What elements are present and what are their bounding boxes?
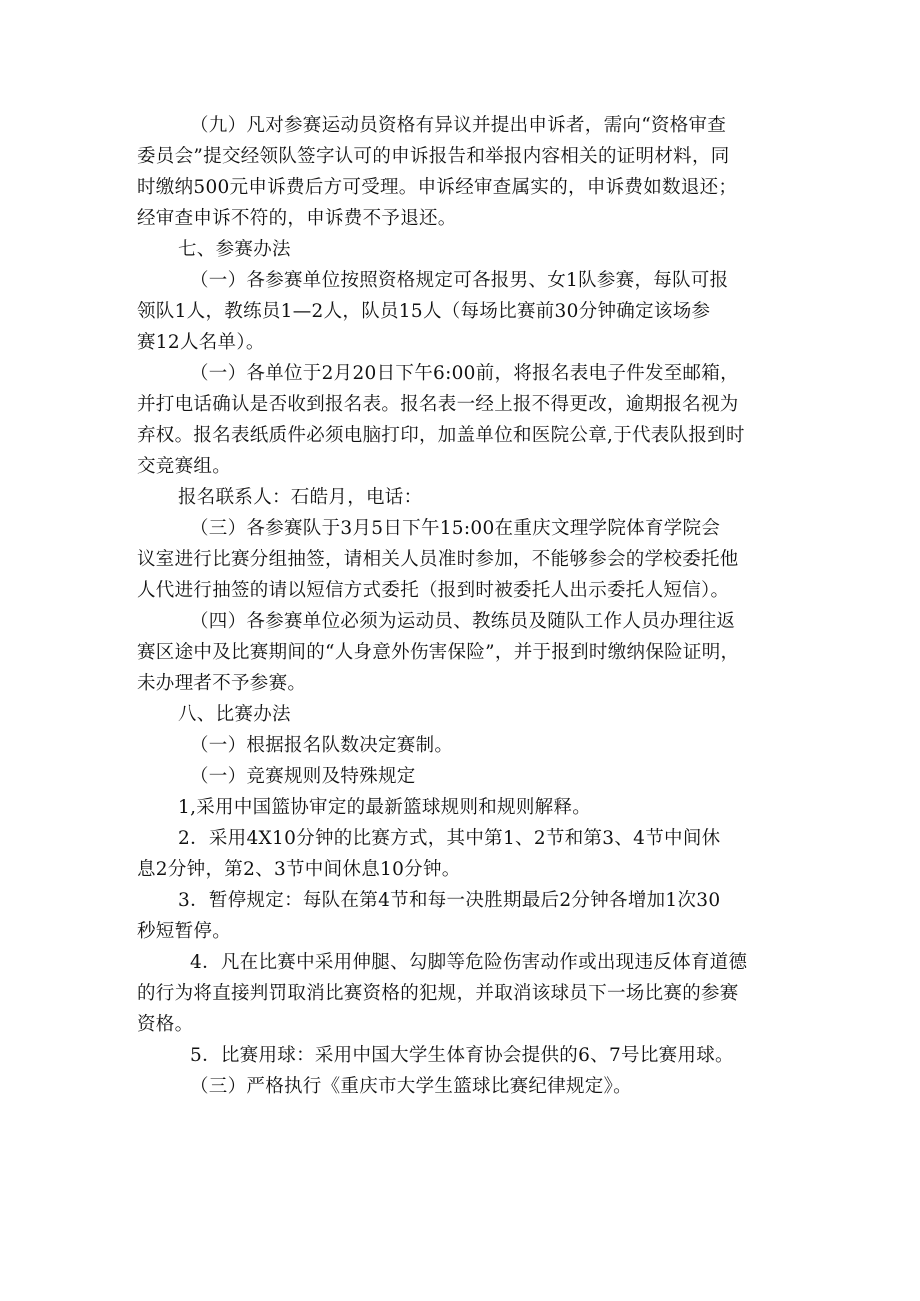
- text-line: （一）各参赛单位按照资格规定可各报男、女1队参赛，每队可报: [190, 270, 729, 291]
- text-line: 并打电话确认是否收到报名表。报名表一经上报不得更改，逾期报名视为: [137, 394, 739, 415]
- text-line: （九）凡对参赛运动员资格有异议并提出申诉者，需向“资格审查: [190, 115, 727, 136]
- text-line: （一）根据报名队数决定赛制。: [190, 735, 454, 756]
- text-line: 1,采用中国篮协审定的最新篮球规则和规则解释。: [178, 797, 592, 818]
- text-line: 委员会”提交经领队签字认可的申诉报告和举报内容相关的证明材料，同: [137, 146, 730, 167]
- text-line: 赛12人名单）。: [137, 332, 265, 353]
- text-line: 资格。: [137, 1014, 194, 1035]
- text-line: 议室进行比赛分组抽签，请相关人员准时参加，不能够参会的学校委托他: [137, 549, 739, 570]
- section-heading: 七、参赛办法: [178, 239, 291, 260]
- text-line: 2．采用4X10分钟的比赛方式，其中第1、2节和第3、4节中间休: [178, 828, 721, 849]
- text-line: 4．凡在比赛中采用伸腿、勾脚等危险伤害动作或出现违反体育道德: [190, 952, 748, 973]
- text-line: 时缴纳500元申诉费后方可受理。申诉经审查属实的，申诉费如数退还；: [137, 177, 738, 198]
- text-line: 秒短暂停。: [137, 921, 232, 942]
- text-line: 的行为将直接判罚取消比赛资格的犯规，并取消该球员下一场比赛的参赛: [137, 983, 739, 1004]
- text-line: 赛区途中及比赛期间的“人身意外伤害保险”，并于报到时缴纳保险证明，: [137, 642, 740, 663]
- text-line: （一）竞赛规则及特殊规定: [190, 766, 416, 787]
- text-line: 人代进行抽签的请以短信方式委托（报到时被委托人出示委托人短信）。: [137, 580, 730, 601]
- contact-line: 报名联系人：石皓月，电话：: [178, 487, 423, 508]
- text-line: （四）各参赛单位必须为运动员、教练员及随队工作人员办理往返: [190, 611, 736, 632]
- text-line: （一）各单位于2月20日下午6:00前，将报名表电子件发至邮箱，: [190, 363, 739, 384]
- text-line: 息2分钟，第2、3节中间休息10分钟。: [137, 859, 461, 880]
- text-line: 交竞赛组。: [137, 456, 232, 477]
- text-line: 弃权。报名表纸质件必须电脑打印，加盖单位和医院公章,于代表队报到时: [137, 425, 745, 446]
- text-line: 领队1人，教练员1—2人，队员15人（每场比赛前30分钟确定该场参: [137, 301, 711, 322]
- text-line: 未办理者不予参赛。: [137, 673, 307, 694]
- text-line: 经审查申诉不符的，申诉费不予退还。: [137, 208, 457, 229]
- text-line: 3．暂停规定：每队在第4节和每一决胜期最后2分钟各增加1次30: [178, 890, 721, 911]
- section-heading: 八、比赛办法: [178, 704, 291, 725]
- text-line: （三）严格执行《重庆市大学生篮球比赛纪律规定》。: [190, 1076, 632, 1097]
- text-line: （三）各参赛队于3月5日下午15:00在重庆文理学院体育学院会: [190, 518, 721, 539]
- text-line: 5．比赛用球：采用中国大学生体育协会提供的6、7号比赛用球。: [190, 1045, 734, 1066]
